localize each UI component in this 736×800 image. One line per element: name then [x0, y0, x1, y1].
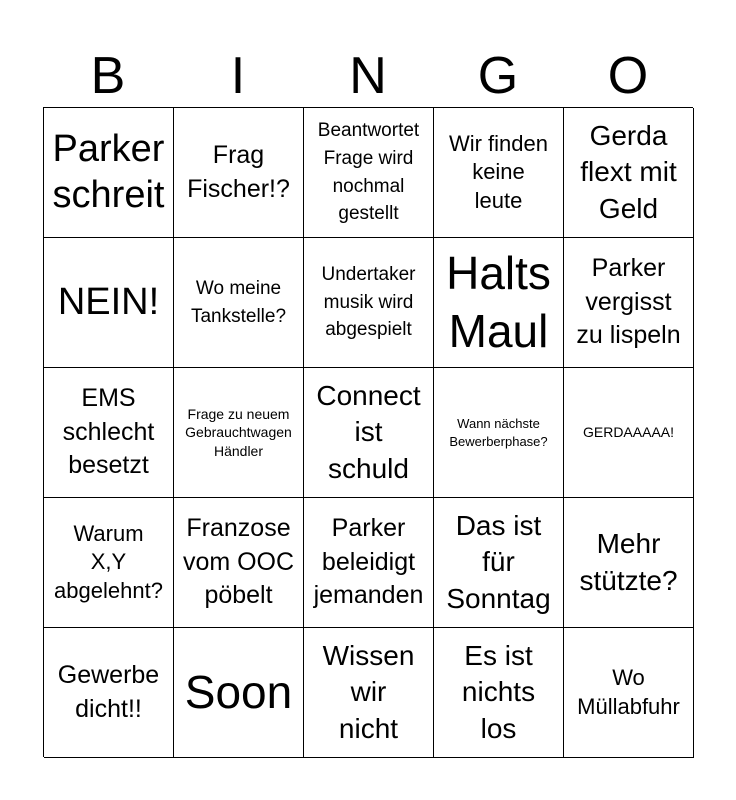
bingo-cell[interactable]: EMS schlecht besetzt — [44, 368, 174, 498]
bingo-board — [43, 107, 693, 757]
header-letter-n: N — [349, 47, 387, 105]
bingo-cell[interactable]: Es ist nichts los — [434, 628, 564, 758]
bingo-cell[interactable]: Halts Maul — [434, 238, 564, 368]
bingo-cell[interactable]: Beantwortet Frage wird nochmal gestellt — [304, 108, 434, 238]
bingo-cell[interactable]: Parker schreit — [44, 108, 174, 238]
header-letter-i: I — [230, 47, 246, 105]
bingo-cell[interactable]: Wann nächste Bewerberphase? — [434, 368, 564, 498]
bingo-cell[interactable]: Frage zu neuem Gebrauchtwagen Händler — [174, 368, 304, 498]
bingo-header — [43, 44, 693, 108]
header-letter-g: G — [477, 47, 519, 105]
bingo-cell[interactable]: Mehr stützte? — [564, 498, 694, 628]
bingo-cell[interactable]: Gewerbe dicht!! — [44, 628, 174, 758]
bingo-cell[interactable]: Franzose vom OOC pöbelt — [174, 498, 304, 628]
bingo-cell[interactable]: Connect ist schuld — [304, 368, 434, 498]
bingo-cell[interactable]: Parker vergisst zu lispeln — [564, 238, 694, 368]
bingo-cell[interactable]: NEIN! — [44, 238, 174, 368]
header-letter-o: O — [607, 47, 649, 105]
bingo-cell[interactable]: Wo Müllabfuhr — [564, 628, 694, 758]
bingo-cell[interactable]: Das ist für Sonntag — [434, 498, 564, 628]
bingo-cell[interactable]: GERDAAAAA! — [564, 368, 694, 498]
bingo-cell[interactable]: Wir finden keine leute — [434, 108, 564, 238]
bingo-cell[interactable]: Soon — [174, 628, 304, 758]
bingo-cell[interactable]: Warum X,Y abgelehnt? — [44, 498, 174, 628]
bingo-cell[interactable]: Undertaker musik wird abgespielt — [304, 238, 434, 368]
bingo-cell[interactable]: Gerda flext mit Geld — [564, 108, 694, 238]
bingo-cell[interactable]: Frag Fischer!? — [174, 108, 304, 238]
bingo-cell[interactable]: Wo meine Tankstelle? — [174, 238, 304, 368]
bingo-cell[interactable]: Parker beleidigt jemanden — [304, 498, 434, 628]
bingo-cell[interactable]: Wissen wir nicht — [304, 628, 434, 758]
header-letter-b: B — [90, 47, 126, 105]
